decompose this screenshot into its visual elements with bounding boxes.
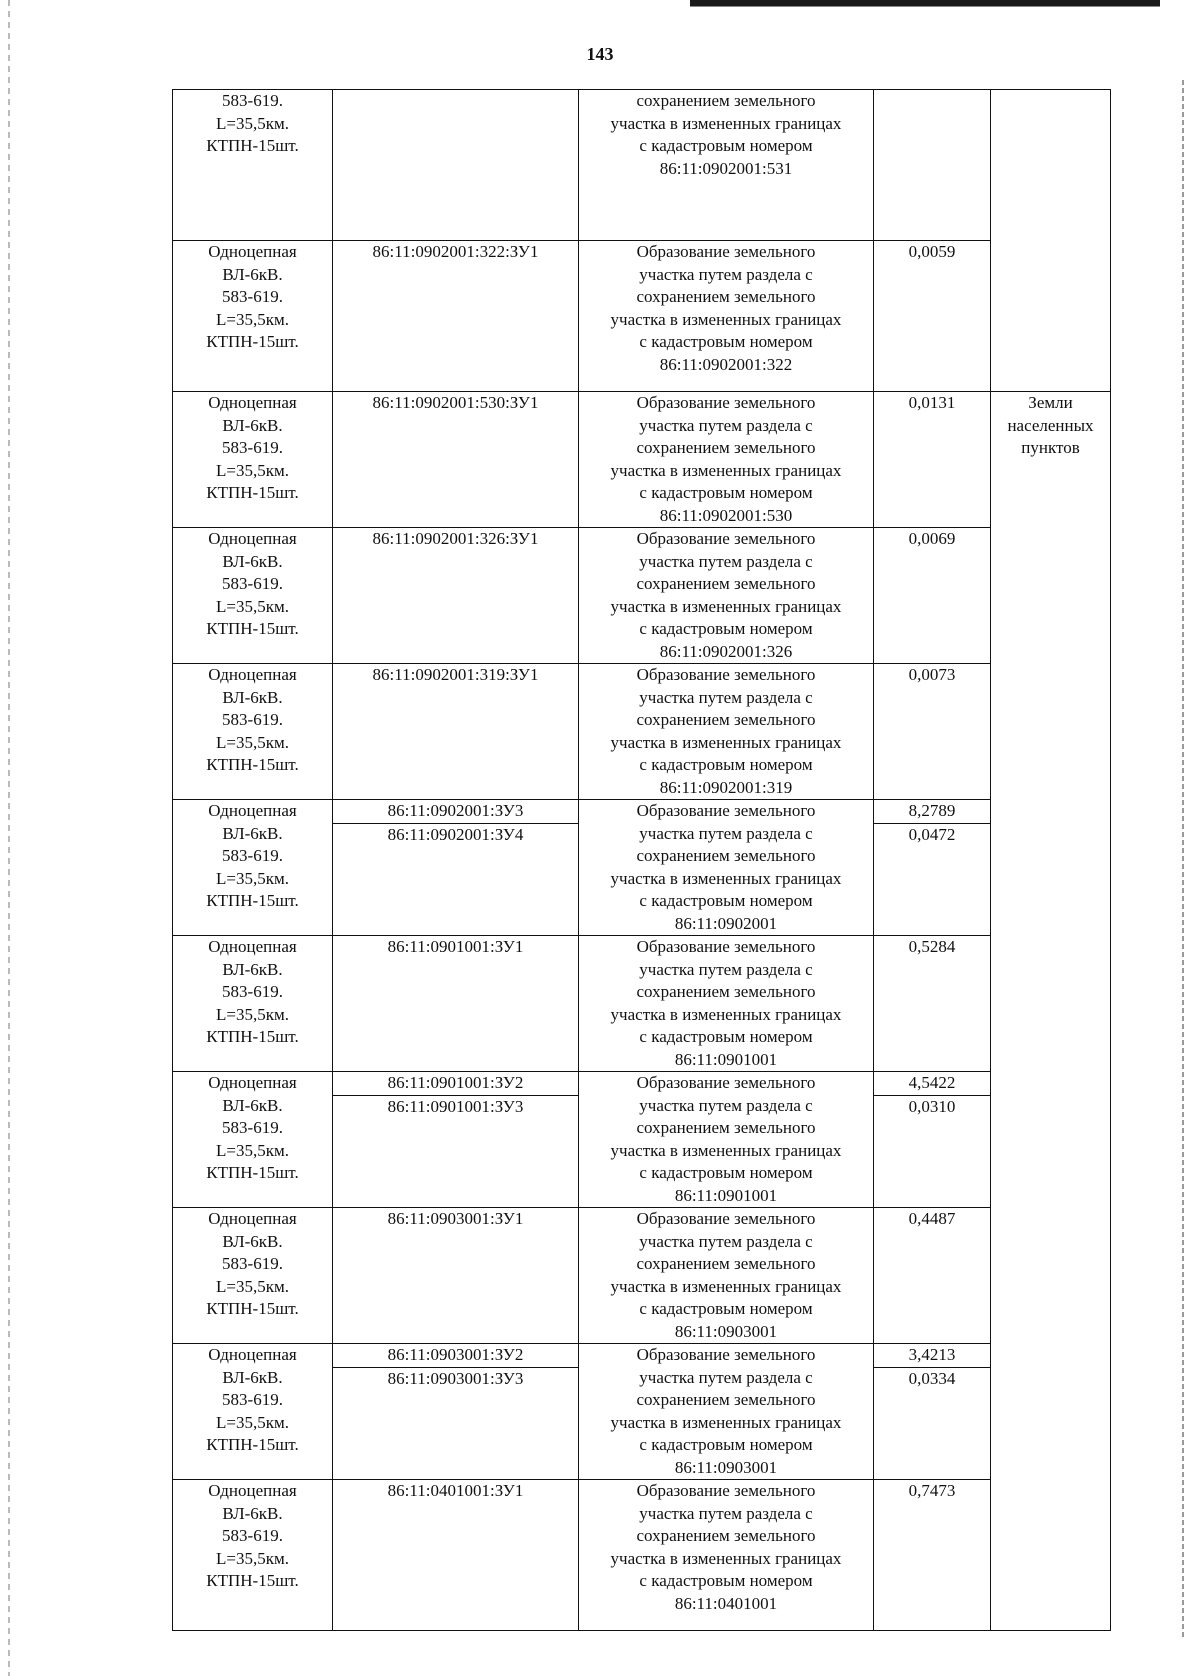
description-cell-line: L=35,5км. [216,732,289,752]
description-cell-line: L=35,5км. [216,1412,289,1432]
area-cell-line: 0,5284 [908,937,956,956]
purpose-cell-line: с кадастровым номером [639,483,813,502]
purpose-cell-line: Образование земельного [636,937,816,956]
purpose-cell-line: участка путем раздела с [639,1231,813,1251]
cadastral-number-cell-line: 86:11:0902001:ЗУ4 [387,824,524,844]
table-row [173,528,1111,664]
purpose-cell [579,664,874,800]
area-cell [874,800,991,936]
description-cell-line: 583-619. [222,1254,283,1273]
purpose-cell-line: сохранением земельного [636,982,816,1001]
description-cell-line: L=35,5км. [216,113,289,133]
description-cell-line: 583-619. [222,1118,283,1137]
purpose-cell-line: 86:11:0902001:322 [659,354,793,374]
scan-edge-left [8,0,10,1676]
description-cell-line: L=35,5км. [216,1276,289,1296]
table-row [173,800,1111,936]
area-cell [874,392,991,528]
purpose-cell [579,1208,874,1344]
header-rule-thin [690,6,1160,7]
description-cell [173,936,333,1072]
purpose-cell [579,90,874,241]
purpose-cell-line: 86:11:0903001 [674,1457,778,1477]
purpose-cell-line: участка в измененных границах [610,732,842,752]
area-cell [874,90,991,241]
table-row [173,241,1111,392]
description-cell-line: L=35,5км. [216,596,289,616]
description-cell [173,1208,333,1344]
description-cell-line: L=35,5км. [216,868,289,888]
purpose-cell-line: участка в измененных границах [610,868,842,888]
description-cell-line: ВЛ-6кВ. [222,415,283,435]
area-cell-line: 0,0059 [908,242,956,261]
purpose-cell-line: участка в измененных границах [610,113,842,133]
description-cell-line: Одноцепная [208,801,297,820]
cadastral-number-cell-line: 86:11:0903001:ЗУ2 [333,1344,578,1368]
description-cell-line: КТПН-15шт. [206,1571,299,1590]
purpose-cell-line: Образование земельного [636,1345,816,1364]
cadastral-number-cell-line: 86:11:0902001:ЗУ3 [333,800,578,824]
description-cell-line: L=35,5км. [216,1004,289,1024]
purpose-cell [579,800,874,936]
purpose-cell-line: Образование земельного [636,665,816,684]
purpose-cell-line: 86:11:0902001:530 [659,505,793,525]
description-cell-line: ВЛ-6кВ. [222,1231,283,1251]
area-cell-line: 8,2789 [874,800,990,824]
area-cell-line: 0,7473 [908,1481,956,1500]
purpose-cell-line: участка в измененных границах [610,460,842,480]
purpose-cell-line: сохранением земельного [636,91,816,110]
cadastral-number-cell [333,1344,579,1480]
description-cell [173,1480,333,1631]
description-cell [173,1344,333,1480]
purpose-cell-line: сохранением земельного [636,710,816,729]
purpose-cell-line: участка в измененных границах [610,596,842,616]
cadastral-number-cell [333,1208,579,1344]
area-cell [874,936,991,1072]
purpose-cell-line: Образование земельного [636,242,816,261]
description-cell-line: ВЛ-6кВ. [222,1503,283,1523]
cadastral-number-cell [333,936,579,1072]
purpose-cell-line: Образование земельного [636,801,816,820]
cadastral-number-cell-line: 86:11:0902001:319:ЗУ1 [372,665,539,684]
cadastral-number-cell [333,90,579,241]
cadastral-number-cell-line: 86:11:0902001:326:ЗУ1 [372,529,539,548]
description-cell-line: Одноцепная [208,1073,297,1092]
purpose-cell-line: 86:11:0401001 [674,1593,778,1613]
purpose-cell-line: с кадастровым номером [639,891,813,910]
purpose-cell-line: с кадастровым номером [639,619,813,638]
purpose-cell-line: 86:11:0902001:326 [659,641,793,661]
description-cell-line: 583-619. [222,1390,283,1409]
area-cell [874,1208,991,1344]
purpose-cell-line: 86:11:0901001 [674,1049,778,1069]
purpose-cell [579,1344,874,1480]
cadastral-number-cell [333,1480,579,1631]
description-cell-line: ВЛ-6кВ. [222,959,283,979]
description-cell-line: ВЛ-6кВ. [222,823,283,843]
purpose-cell-line: сохранением земельного [636,1526,816,1545]
cadastral-number-cell [333,664,579,800]
description-cell-line: ВЛ-6кВ. [222,1095,283,1115]
description-cell-line: Одноцепная [208,393,297,412]
purpose-cell-line: сохранением земельного [636,846,816,865]
table-row [173,1072,1111,1208]
purpose-cell-line: участка путем раздела с [639,1095,813,1115]
purpose-cell-line: с кадастровым номером [639,1571,813,1590]
purpose-cell-line: участка путем раздела с [639,1503,813,1523]
area-cell [874,1344,991,1480]
cadastral-number-cell [333,392,579,528]
area-cell [874,1072,991,1208]
cadastral-number-cell-line: 86:11:0901001:ЗУ1 [387,937,524,956]
area-cell-line: 0,0069 [908,529,956,548]
purpose-cell-line: сохранением земельного [636,287,816,306]
table-body [173,90,1111,1631]
purpose-cell-line: Образование земельного [636,1073,816,1092]
area-cell-line: 0,0131 [908,393,956,412]
cadastral-number-cell [333,528,579,664]
description-cell-line: 583-619. [222,1526,283,1545]
purpose-cell [579,392,874,528]
description-cell-line: Одноцепная [208,1345,297,1364]
description-cell-line: 583-619. [222,574,283,593]
description-cell-line: L=35,5км. [216,1140,289,1160]
purpose-cell-line: с кадастровым номером [639,755,813,774]
description-cell-line: ВЛ-6кВ. [222,1367,283,1387]
description-cell-line: Одноцепная [208,665,297,684]
description-cell-line: КТПН-15шт. [206,136,299,155]
description-cell-line: 583-619. [222,91,283,110]
purpose-cell-line: Образование земельного [636,1209,816,1228]
description-cell-line: 583-619. [222,846,283,865]
description-cell-line: КТПН-15шт. [206,1435,299,1454]
area-cell-line: 0,0334 [908,1368,956,1388]
purpose-cell-line: участка путем раздела с [639,823,813,843]
description-cell-line: КТПН-15шт. [206,755,299,774]
category-cell [991,90,1111,392]
purpose-cell-line: участка путем раздела с [639,959,813,979]
cadastral-number-cell [333,1072,579,1208]
purpose-cell-line: участка в измененных границах [610,1140,842,1160]
purpose-cell-line: с кадастровым номером [639,1299,813,1318]
cadastral-number-cell [333,800,579,936]
purpose-cell-line: сохранением земельного [636,1118,816,1137]
table-row [173,664,1111,800]
description-cell-line: КТПН-15шт. [206,619,299,638]
category-cell-line: пунктов [1021,438,1080,457]
area-cell-line: 0,4487 [908,1209,956,1228]
description-cell-line: КТПН-15шт. [206,483,299,502]
description-cell-line: Одноцепная [208,529,297,548]
table-row [173,392,1111,528]
purpose-cell [579,936,874,1072]
table-row [173,1344,1111,1480]
table-row [173,1208,1111,1344]
purpose-cell-line: 86:11:0902001:531 [659,158,793,178]
purpose-cell-line: с кадастровым номером [639,1027,813,1046]
purpose-cell-line: Образование земельного [636,1481,816,1500]
description-cell-line: Одноцепная [208,937,297,956]
purpose-cell-line: 86:11:0902001:319 [659,777,793,797]
area-cell [874,664,991,800]
scan-edge-right [1182,80,1184,1640]
cadastral-number-cell-line: 86:11:0901001:ЗУ2 [333,1072,578,1096]
purpose-cell-line: с кадастровым номером [639,1163,813,1182]
purpose-cell-line: с кадастровым номером [639,136,813,155]
description-cell-line: КТПН-15шт. [206,1027,299,1046]
purpose-cell-line: участка в измененных границах [610,1412,842,1432]
purpose-cell-line: 86:11:0903001 [674,1321,778,1341]
purpose-cell-line: участка в измененных границах [610,1276,842,1296]
purpose-cell [579,241,874,392]
cadastral-number-cell-line: 86:11:0903001:ЗУ1 [387,1209,524,1228]
description-cell-line: Одноцепная [208,1481,297,1500]
purpose-cell-line: участка в измененных границах [610,1548,842,1568]
description-cell-line: ВЛ-6кВ. [222,264,283,284]
purpose-cell [579,528,874,664]
page-number: 143 [586,44,614,64]
area-cell-line: 3,4213 [874,1344,990,1368]
description-cell-line: 583-619. [222,438,283,457]
area-cell [874,1480,991,1631]
description-cell [173,90,333,241]
description-cell-line: 583-619. [222,710,283,729]
purpose-cell-line: участка путем раздела с [639,687,813,707]
description-cell [173,664,333,800]
cadastral-number-cell-line: 86:11:0901001:ЗУ3 [387,1096,524,1116]
purpose-cell-line: участка путем раздела с [639,415,813,435]
purpose-cell [579,1072,874,1208]
purpose-cell-line: 86:11:0901001 [674,1185,778,1205]
purpose-cell-line: участка путем раздела с [639,551,813,571]
description-cell [173,528,333,664]
purpose-cell-line: Образование земельного [636,393,816,412]
purpose-cell-line: Образование земельного [636,529,816,548]
table-row [173,90,1111,241]
purpose-cell-line: сохранением земельного [636,1390,816,1409]
description-cell-line: ВЛ-6кВ. [222,687,283,707]
land-plots-table [172,89,1111,1631]
purpose-cell [579,1480,874,1631]
description-cell-line: 583-619. [222,287,283,306]
category-cell-line: населенных [1007,415,1094,435]
purpose-cell-line: сохранением земельного [636,438,816,457]
description-cell-line: L=35,5км. [216,460,289,480]
description-cell-line: КТПН-15шт. [206,1163,299,1182]
table-row [173,936,1111,1072]
purpose-cell-line: 86:11:0902001 [674,913,778,933]
description-cell-line: L=35,5км. [216,1548,289,1568]
category-cell [991,392,1111,1631]
purpose-cell-line: сохранением земельного [636,1254,816,1273]
description-cell-line: Одноцепная [208,242,297,261]
description-cell [173,241,333,392]
description-cell-line: КТПН-15шт. [206,1299,299,1318]
description-cell-line: ВЛ-6кВ. [222,551,283,571]
category-cell-line: Земли [1028,393,1073,412]
area-cell-line: 4,5422 [874,1072,990,1096]
area-cell-line: 0,0472 [908,824,956,844]
area-cell-line: 0,0073 [908,665,956,684]
description-cell-line: L=35,5км. [216,309,289,329]
cadastral-number-cell-line: 86:11:0902001:322:ЗУ1 [372,242,539,261]
purpose-cell-line: участка путем раздела с [639,1367,813,1387]
area-cell [874,241,991,392]
purpose-cell-line: участка в измененных границах [610,309,842,329]
cadastral-number-cell [333,241,579,392]
description-cell [173,1072,333,1208]
purpose-cell-line: участка путем раздела с [639,264,813,284]
area-cell [874,528,991,664]
area-cell-line: 0,0310 [908,1096,956,1116]
purpose-cell-line: сохранением земельного [636,574,816,593]
description-cell [173,392,333,528]
cadastral-number-cell-line: 86:11:0401001:ЗУ1 [387,1481,524,1500]
description-cell-line: КТПН-15шт. [206,332,299,351]
description-cell [173,800,333,936]
cadastral-number-cell-line: 86:11:0902001:530:ЗУ1 [372,393,539,412]
description-cell-line: 583-619. [222,982,283,1001]
purpose-cell-line: с кадастровым номером [639,332,813,351]
purpose-cell-line: с кадастровым номером [639,1435,813,1454]
description-cell-line: Одноцепная [208,1209,297,1228]
description-cell-line: КТПН-15шт. [206,891,299,910]
table-row [173,1480,1111,1631]
purpose-cell-line: участка в измененных границах [610,1004,842,1024]
cadastral-number-cell-line: 86:11:0903001:ЗУ3 [387,1368,524,1388]
